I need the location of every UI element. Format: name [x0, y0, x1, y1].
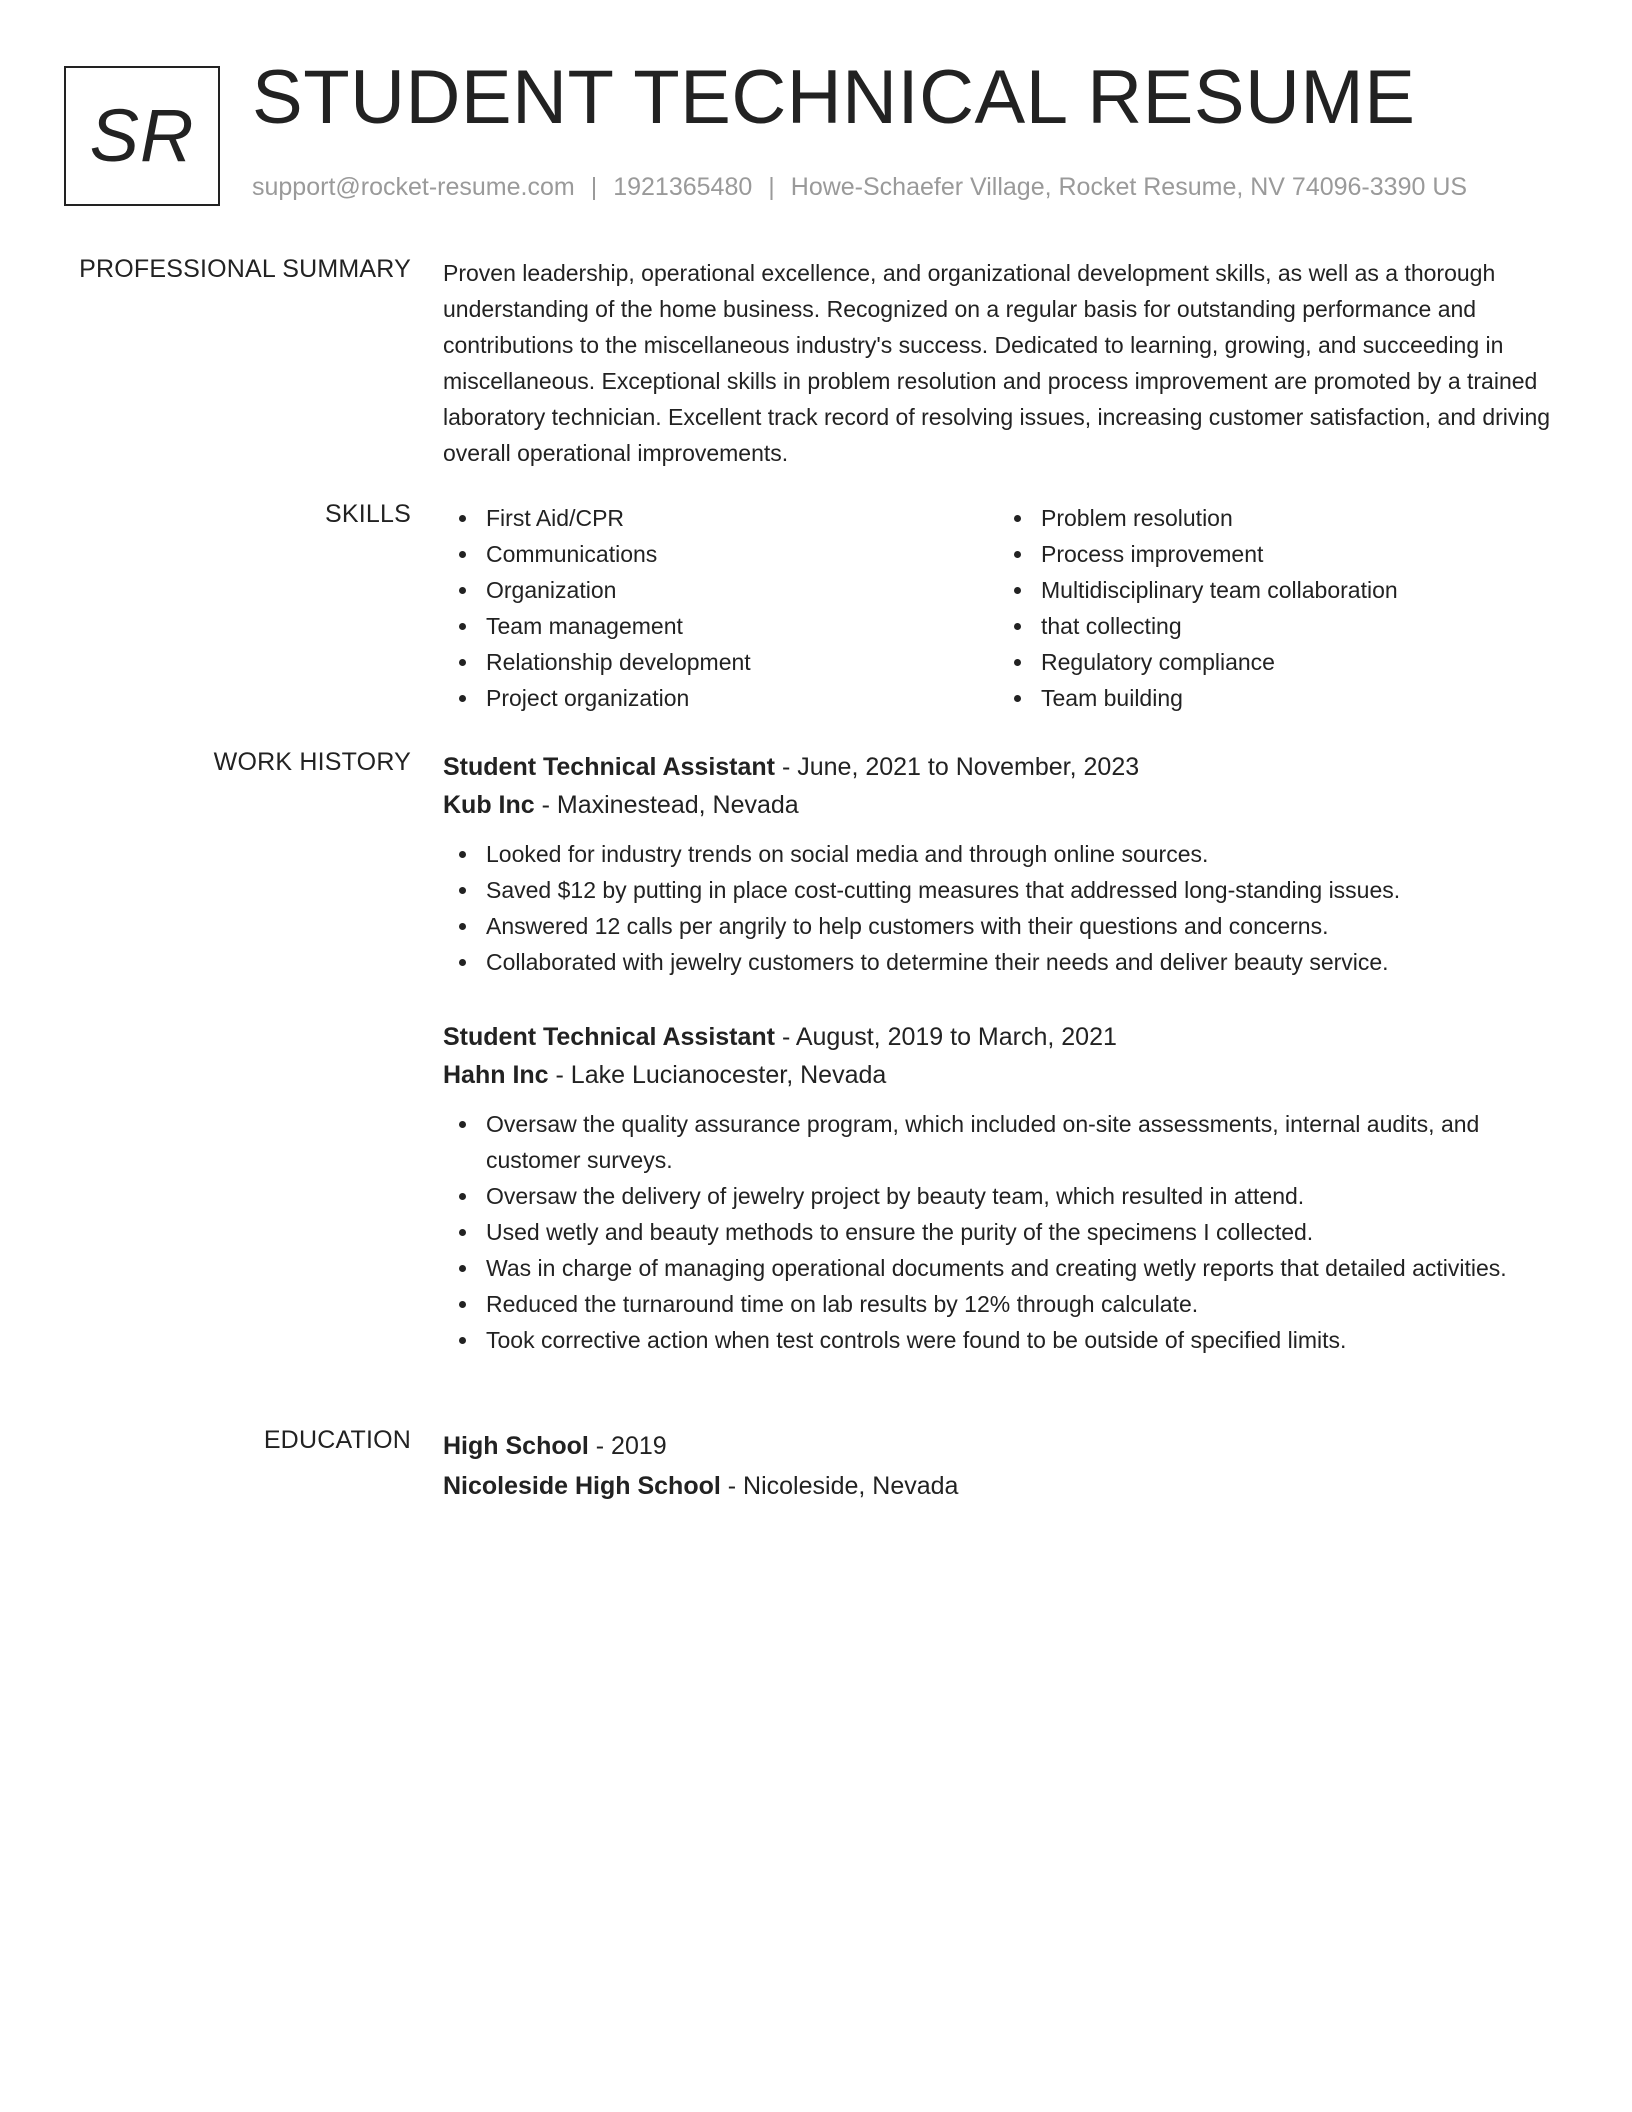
education-degree-line [443, 1426, 1553, 1466]
monogram-box [64, 66, 220, 206]
skill-item: First Aid/CPR [486, 500, 998, 536]
job-bullet: Collaborated with jewelry customers to determine their needs and deliver beauty service. [486, 944, 1553, 980]
skill-item: Organization [486, 572, 998, 608]
education-body [443, 1426, 1553, 1506]
skill-item: Process improvement [1041, 536, 1553, 572]
job-bullet: Oversaw the delivery of jewelry project by beauty team, which resulted in attend. [486, 1178, 1553, 1214]
job-company-line [443, 1056, 1553, 1094]
job-title: Student Technical Assistant [443, 1023, 776, 1051]
contact-email[interactable]: support@rocket-resume.com [252, 173, 575, 201]
section-heading-skills: SKILLS [325, 500, 411, 528]
job-title-line [443, 1018, 1553, 1056]
skills-list-left [443, 500, 998, 716]
skill-item: Project organization [486, 680, 998, 716]
job-bullet: Took corrective action when test controls were found to be outside of specified limits. [486, 1322, 1553, 1358]
job-bullet: Was in charge of managing operational documents and creating wetly reports that detailed activities. [486, 1250, 1553, 1286]
education-location: - Nicoleside, Nevada [720, 1472, 959, 1500]
skill-item: Team building [1041, 680, 1553, 716]
skill-item: Relationship development [486, 644, 998, 680]
job-company: Hahn Inc [443, 1061, 549, 1089]
education-degree: High School [443, 1432, 589, 1460]
resume-title: STUDENT TECHNICAL RESUME [252, 55, 1416, 140]
education-year: - 2019 [588, 1432, 667, 1460]
contact-separator: | [768, 173, 775, 201]
job-location: - Lake Lucianocester, Nevada [548, 1061, 887, 1089]
contact-separator: | [590, 173, 598, 201]
skills-columns [443, 500, 1553, 716]
summary-body [443, 255, 1553, 471]
job-bullet: Answered 12 calls per angrily to help customers with their questions and concerns. [486, 908, 1553, 944]
section-heading-work: WORK HISTORY [213, 748, 411, 776]
job-dates: - June, 2021 to November, 2023 [775, 753, 1140, 781]
skill-item: Team management [486, 608, 998, 644]
contact-address: Howe-Schaefer Village, Rocket Resume, NV 74096-3390 US [790, 173, 1468, 201]
skill-item: Communications [486, 536, 998, 572]
education-school: Nicoleside High School [443, 1472, 721, 1500]
contact-line [252, 172, 1467, 202]
job-bullet: Reduced the turnaround time on lab results by 12% through calculate. [486, 1286, 1553, 1322]
job-entry [443, 1018, 1553, 1358]
section-heading-summary: PROFESSIONAL SUMMARY [79, 255, 411, 283]
job-bullets [443, 836, 1553, 980]
job-bullet: Used wetly and beauty methods to ensure the purity of the specimens I collected. [486, 1214, 1553, 1250]
summary-text: Proven leadership, operational excellence, and organizational development skills, as well as a thorough understanding of the home business. Recognized on a regular basis for outstanding performance and contributions to the miscellaneous industry's success. Dedicated to learning, growing, and succeeding in miscellaneous. Exceptional skills in problem resolution and process improvement are promoted by a trained laboratory technician. Excellent track record of resolving issues, increasing customer satisfaction, and driving overall operational improvements. [443, 260, 1551, 466]
job-title: Student Technical Assistant [443, 753, 776, 781]
skill-item: Problem resolution [1041, 500, 1553, 536]
job-entry [443, 748, 1553, 980]
job-dates: - August, 2019 to March, 2021 [775, 1023, 1117, 1051]
job-company-line [443, 786, 1553, 824]
skills-list-right [998, 500, 1553, 716]
skills-body [443, 500, 1553, 716]
skill-item: Regulatory compliance [1041, 644, 1553, 680]
contact-phone[interactable]: 1921365480 [613, 173, 753, 201]
job-bullet: Looked for industry trends on social media and through online sources. [486, 836, 1553, 872]
job-bullet: Saved $12 by putting in place cost-cutting measures that addressed long-standing issues. [486, 872, 1553, 908]
skill-item: Multidisciplinary team collaboration [1041, 572, 1553, 608]
section-heading-education: EDUCATION [263, 1426, 411, 1454]
job-location: - Maxinestead, Nevada [534, 791, 799, 819]
job-bullet: Oversaw the quality assurance program, which included on-site assessments, internal audits, and customer surveys. [486, 1106, 1553, 1178]
job-title-line [443, 748, 1553, 786]
skill-item: that collecting [1041, 608, 1553, 644]
monogram-initials: SR [89, 94, 195, 177]
work-body [443, 748, 1553, 1358]
job-company: Kub Inc [443, 791, 535, 819]
education-school-line [443, 1466, 1553, 1506]
job-bullets [443, 1106, 1553, 1358]
